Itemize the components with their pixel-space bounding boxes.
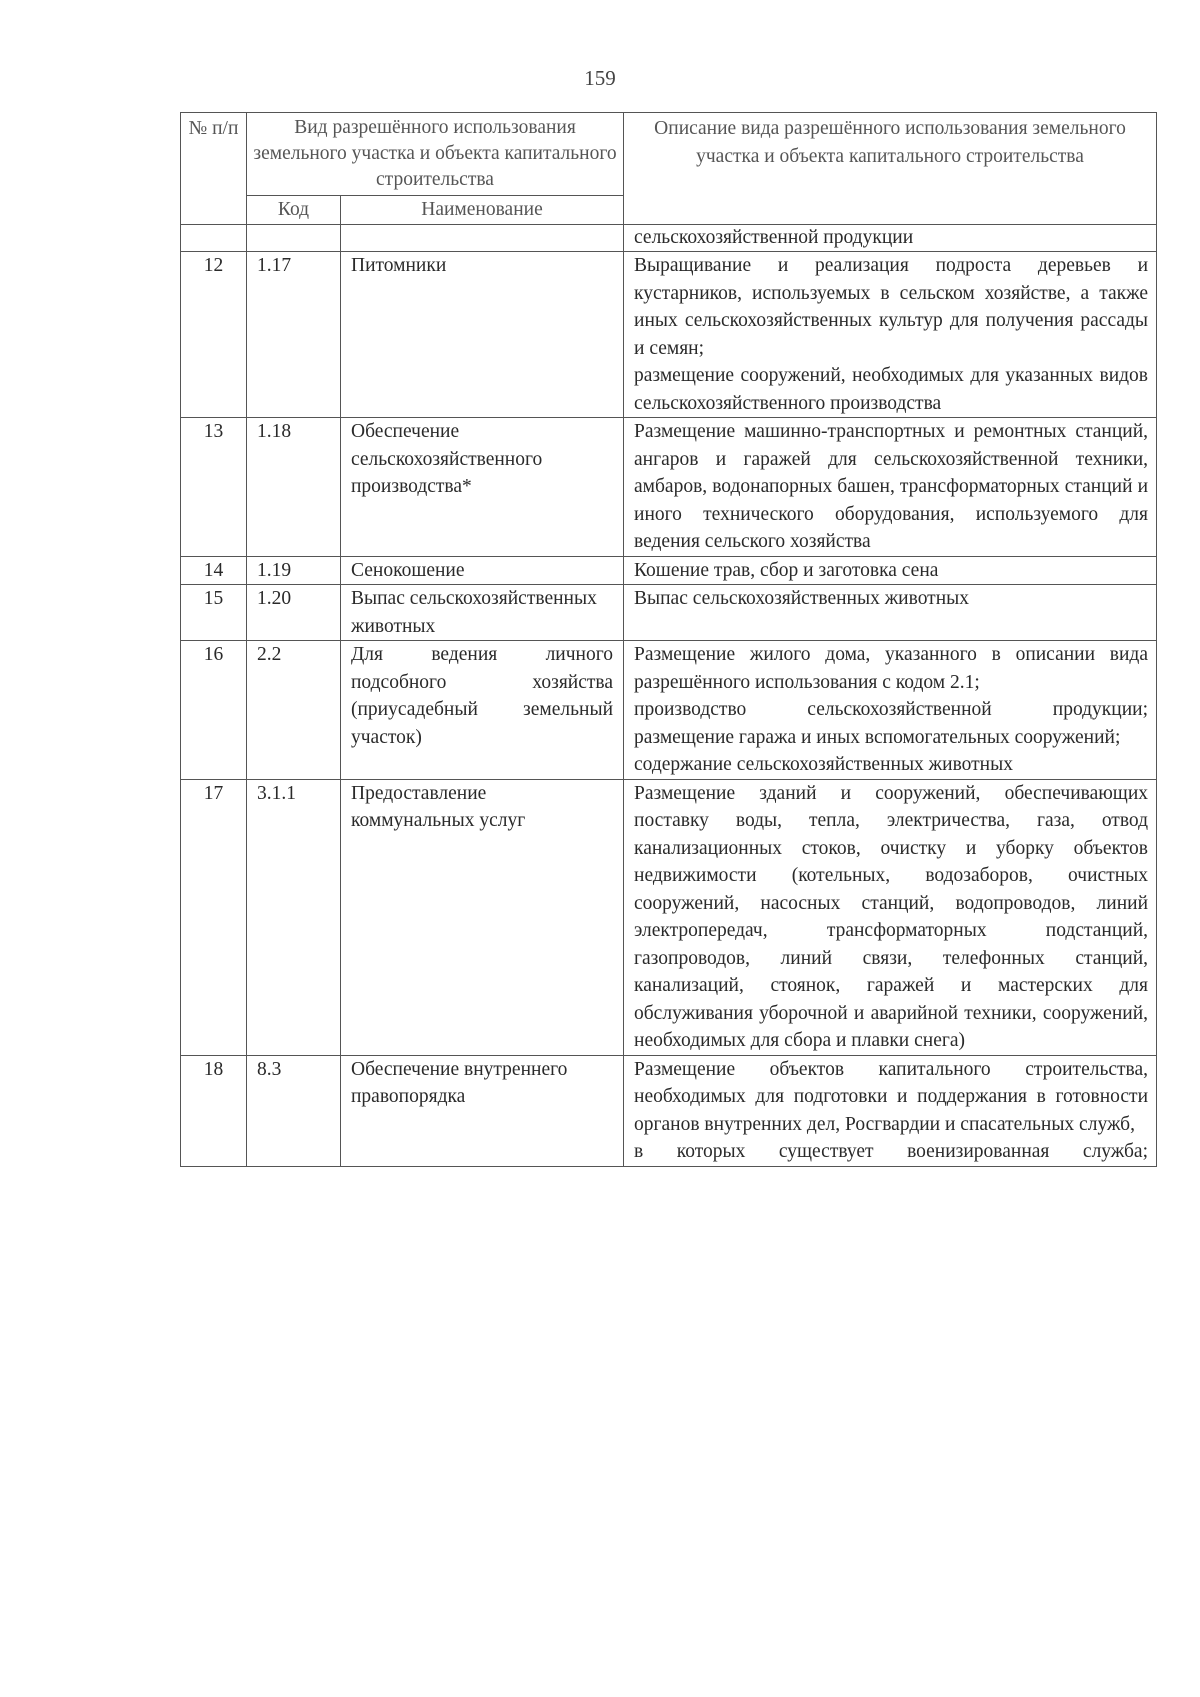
- row-code: 1.20: [247, 585, 341, 641]
- header-code: Код: [247, 196, 341, 225]
- table-row: [181, 585, 1157, 641]
- row-number: 14: [181, 556, 247, 585]
- description-paragraph: размещение сооружений, необходимых для указанных видов сельскохозяйственного производства: [634, 365, 1149, 414]
- description-paragraph: размещение гаража и иных вспомогательных сооружений;: [634, 726, 1121, 748]
- table-header: [181, 113, 1157, 225]
- description-paragraph: Размещение объектов капитального строительства, необходимых для подготовки и поддержания в готовности органов внутренних дел, Росгвардии и спасательных служб,: [634, 1058, 1149, 1135]
- table-row: [181, 418, 1157, 557]
- description-paragraph: сельскохозяйственной продукции: [634, 227, 914, 248]
- row-code-cell: [247, 225, 341, 252]
- row-name: Для ведения личного подсобного хозяйства (приусадебный земельный участок): [341, 641, 624, 780]
- row-name: Предоставление коммунальных услуг: [341, 779, 624, 1055]
- row-name: Обеспечение внутреннего правопорядка: [341, 1055, 624, 1166]
- row-number: 17: [181, 779, 247, 1055]
- table-row: [181, 1055, 1157, 1166]
- row-code: 1.19: [247, 556, 341, 585]
- table-row: [181, 252, 1157, 418]
- row-description: [624, 252, 1157, 418]
- row-name: Сенокошение: [341, 556, 624, 585]
- header-description: Описание вида разрешённого использования земельного участка и объекта капитального строительства: [624, 113, 1157, 225]
- row-name: Обеспечение сельскохозяйственного производства*: [341, 418, 624, 557]
- row-number: 16: [181, 641, 247, 780]
- row-description: [624, 779, 1157, 1055]
- row-code: 1.17: [247, 252, 341, 418]
- description-paragraph: Выращивание и реализация подроста деревьев и кустарников, используемых в сельском хозяйстве, а также иных сельскохозяйственных культур для получения рассады и семян;: [634, 255, 1149, 359]
- land-use-table: [180, 112, 1157, 1167]
- description-paragraph: Выпас сельскохозяйственных животных: [634, 588, 969, 609]
- description-paragraph: Кошение трав, сбор и заготовка сена: [634, 559, 939, 581]
- table-row: [181, 556, 1157, 585]
- row-description: [624, 585, 1157, 641]
- row-code: 3.1.1: [247, 779, 341, 1055]
- row-description: [624, 1055, 1157, 1166]
- page-number: 159: [584, 66, 616, 90]
- row-description: [624, 418, 1157, 557]
- row-description-cell: [624, 225, 1157, 252]
- header-number: № п/п: [181, 113, 247, 225]
- description-paragraph: содержание сельскохозяйственных животных: [634, 754, 1013, 775]
- description-paragraph: Размещение жилого дома, указанного в описании вида разрешённого использования с кодом 2.1;: [634, 644, 1149, 693]
- description-paragraph: Размещение машинно-транспортных и ремонтных станций, ангаров и гаражей для сельскохозяйственной техники, амбаров, водонапорных башен, трансформаторных станций и иного технического оборудования, используемого для ведения сельского хозяйства: [634, 421, 1149, 552]
- table-row: [181, 779, 1157, 1055]
- row-code: 2.2: [247, 641, 341, 780]
- row-name: Питомники: [341, 252, 624, 418]
- header-name: Наименование: [341, 196, 624, 225]
- row-number: 15: [181, 585, 247, 641]
- row-name: Выпас сельскохозяйственных животных: [341, 585, 624, 641]
- table-row-continuation: [181, 225, 1157, 252]
- row-description: [624, 556, 1157, 585]
- table-row: [181, 641, 1157, 780]
- row-number-cell: [181, 225, 247, 252]
- description-paragraph: в которых существует военизированная служба;: [634, 1141, 1149, 1162]
- description-paragraph: производство сельскохозяйственной продукции;: [634, 699, 1149, 720]
- description-paragraph: Размещение зданий и сооружений, обеспечивающих поставку воды, тепла, электричества, газа, отвод канализационных стоков, очистку и уборку объектов недвижимости (котельных, водозаборов, очистных сооружений, насосных станций, водопроводов, линий электропередач, трансформаторных подстанций, газопроводов, линий связи, телефонных станций, канализаций, стоянок, гаражей и мастерских для обслуживания уборочной и аварийной техники, сооружений, необходимых для сбора и плавки снега): [634, 782, 1149, 1051]
- row-number: 12: [181, 252, 247, 418]
- row-description: [624, 641, 1157, 780]
- row-number: 13: [181, 418, 247, 557]
- row-number: 18: [181, 1055, 247, 1166]
- row-name-cell: [341, 225, 624, 252]
- header-view-group: Вид разрешённого использования земельного участка и объекта капитального строительства: [247, 113, 624, 196]
- row-code: 8.3: [247, 1055, 341, 1166]
- row-code: 1.18: [247, 418, 341, 557]
